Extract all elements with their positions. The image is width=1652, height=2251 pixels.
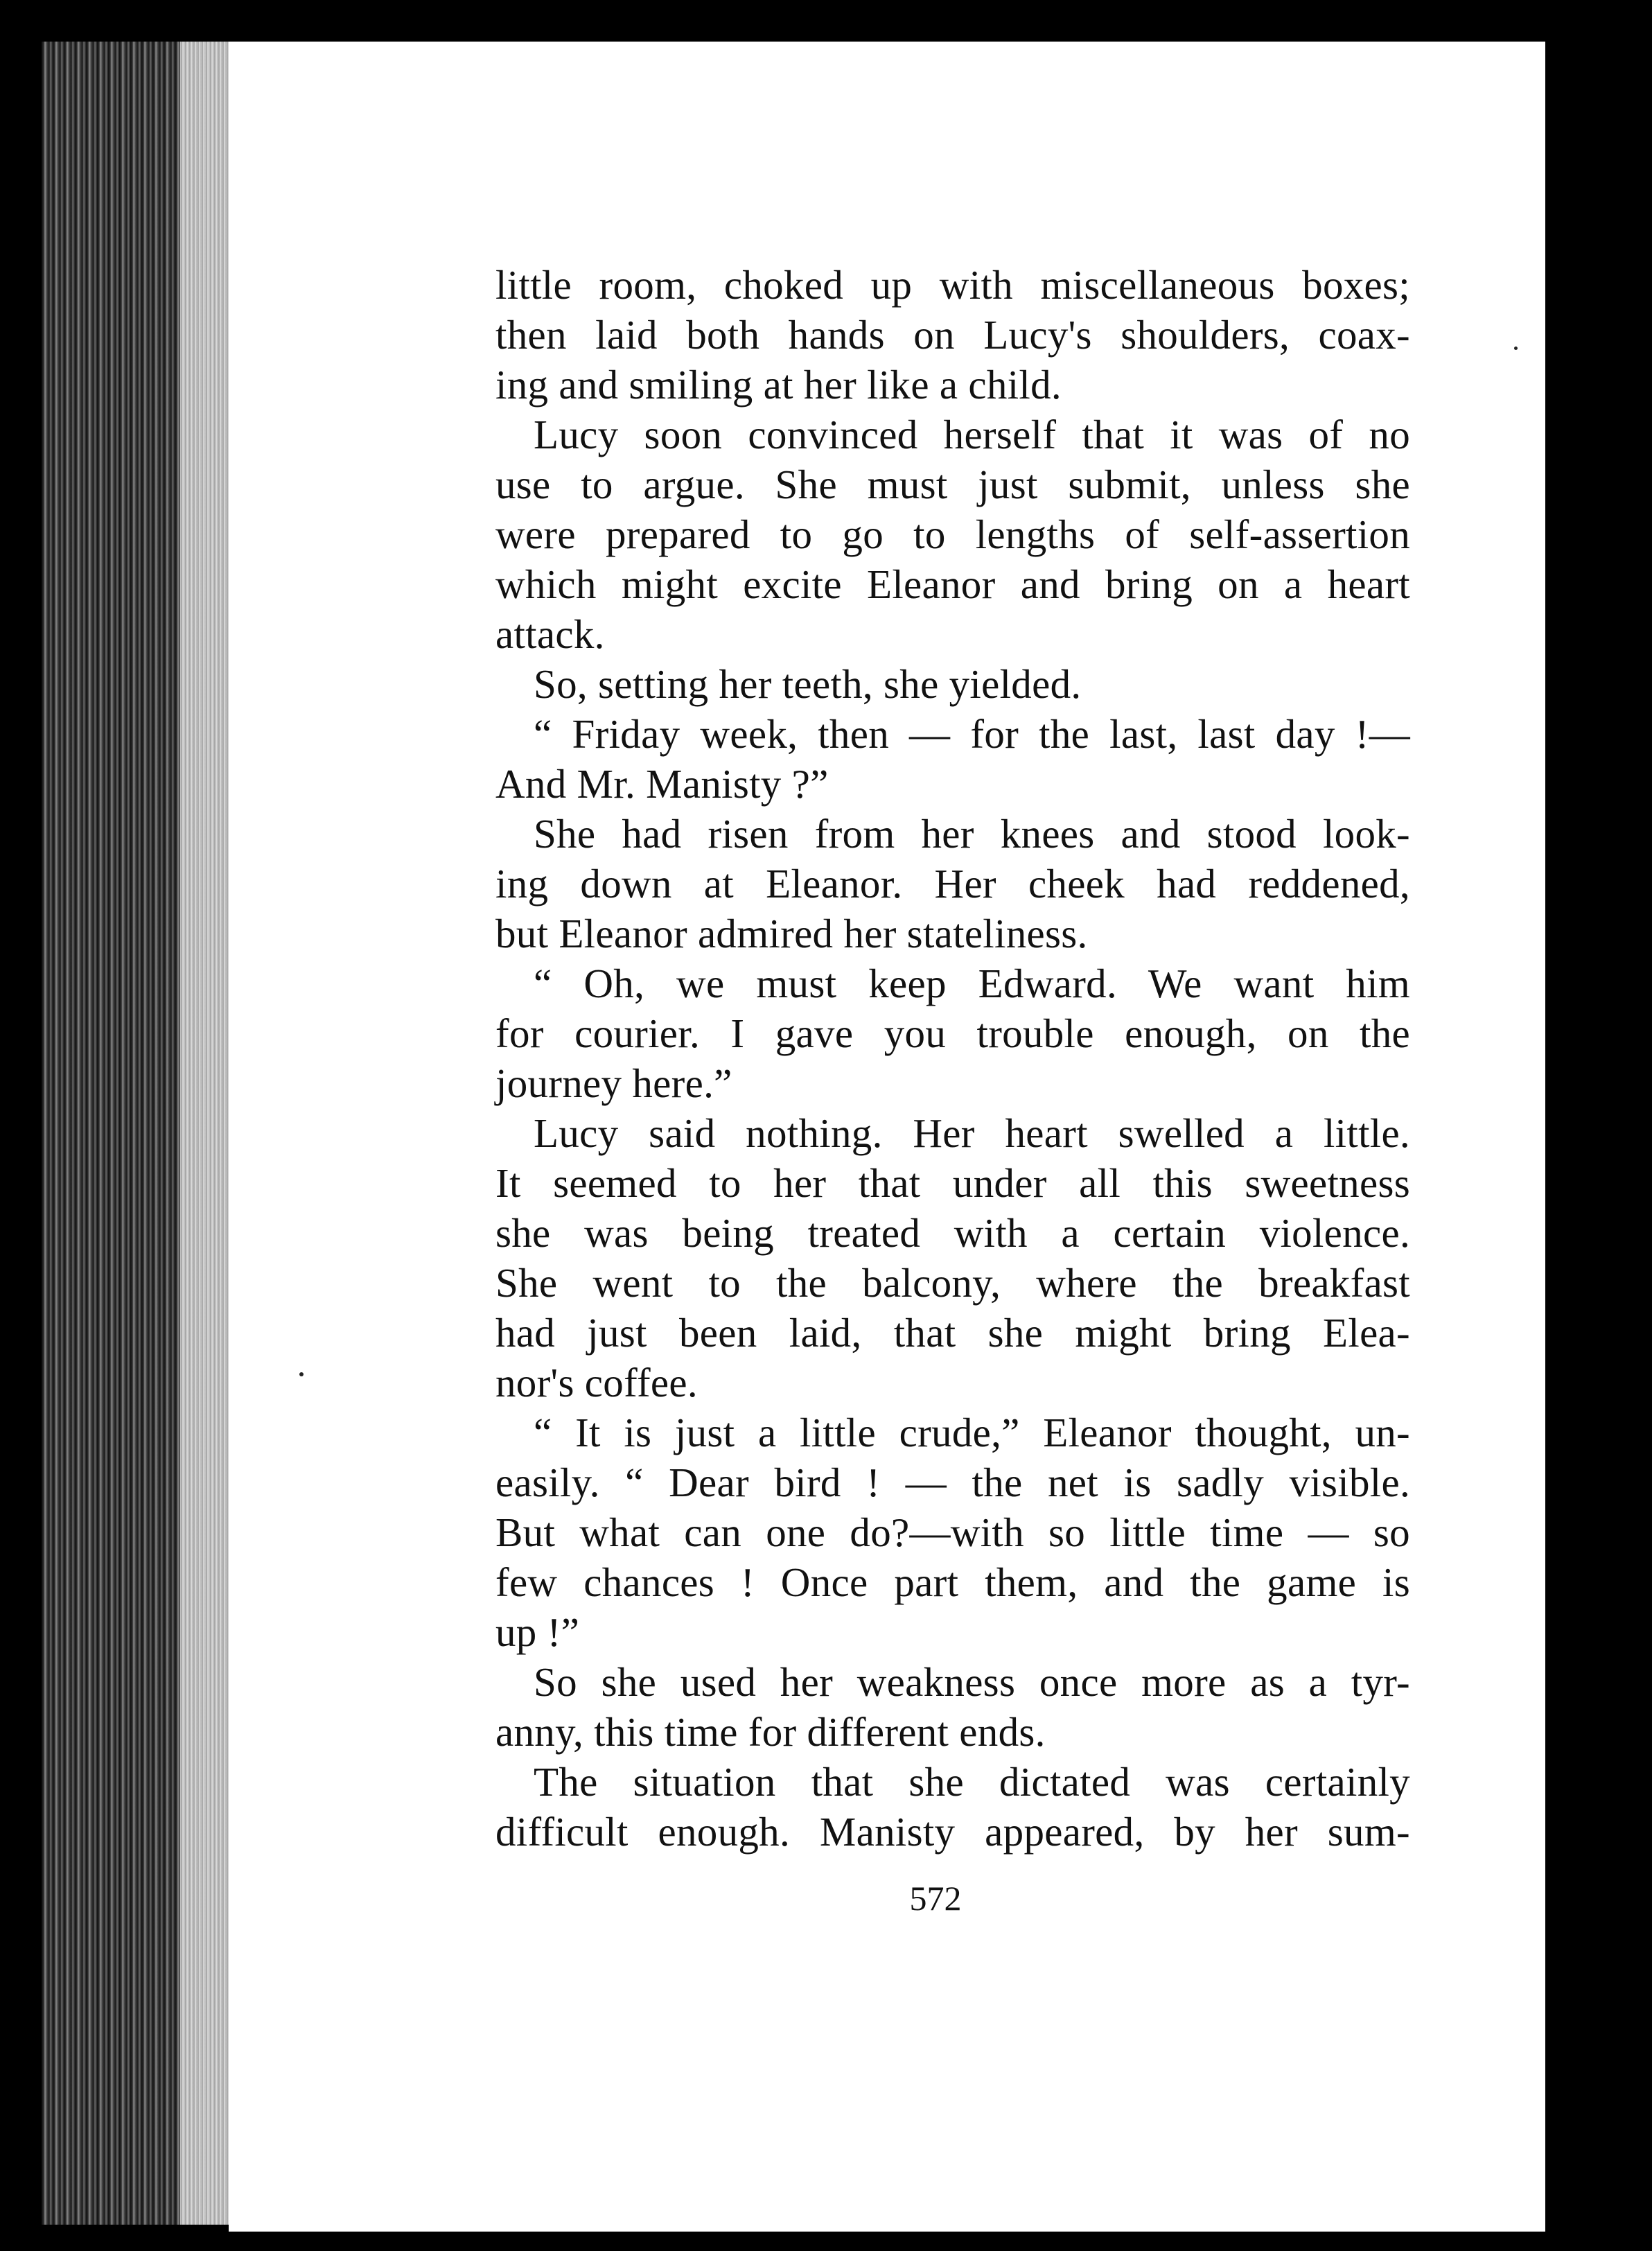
text-line: Lucy said nothing. Her heart swelled a little. [534, 1110, 1410, 1156]
text-line: were prepared to go to lengths of self-assertion [495, 511, 1410, 557]
text-line: attack. [495, 611, 605, 657]
text-line: little room, choked up with miscellaneous boxes; [495, 262, 1410, 308]
dust-speck [299, 1372, 304, 1376]
text-line: difficult enough. Manisty appeared, by her sum- [495, 1809, 1410, 1855]
text-line: journey here.” [495, 1060, 732, 1106]
text-line: anny, this time for different ends. [495, 1709, 1046, 1755]
page-body-text [495, 260, 1410, 1857]
text-line: easily. “ Dear bird ! — the net is sadly visible. [495, 1460, 1410, 1505]
text-line: So, setting her teeth, she yielded. [534, 661, 1082, 707]
text-line: ing down at Eleanor. Her cheek had reddened, [495, 861, 1410, 906]
text-line: It seemed to her that under all this sweetness [495, 1160, 1410, 1206]
text-line: “ Oh, we must keep Edward. We want him [534, 961, 1410, 1006]
text-line: which might excite Eleanor and bring on a heart [495, 561, 1410, 607]
text-line: So she used her weakness once more as a tyr- [534, 1659, 1410, 1705]
dust-speck [1514, 347, 1518, 350]
book-page-edges [42, 42, 229, 2225]
facing-page-edge [1524, 42, 1545, 2232]
scan-border-right [1545, 0, 1652, 2251]
text-line: “ Friday week, then — for the last, last day !— [534, 711, 1410, 757]
text-line: And Mr. Manisty ?” [495, 761, 829, 807]
text-line: use to argue. She must just submit, unless she [495, 462, 1410, 507]
text-line: up !” [495, 1609, 580, 1655]
page-number: 572 [909, 1879, 962, 1918]
text-line: then laid both hands on Lucy's shoulders, coax- [495, 312, 1410, 358]
text-line: She went to the balcony, where the breakfast [495, 1260, 1410, 1306]
text-line: for courier. I gave you trouble enough, on the [495, 1010, 1410, 1056]
text-line: but Eleanor admired her stateliness. [495, 911, 1088, 956]
text-line: ing and smiling at her like a child. [495, 362, 1062, 408]
text-line: Lucy soon convinced herself that it was of no [534, 412, 1410, 457]
text-line: The situation that she dictated was certainly [534, 1759, 1410, 1805]
text-line: nor's coffee. [495, 1360, 698, 1405]
text-line: she was being treated with a certain violence. [495, 1210, 1410, 1256]
text-line: few chances ! Once part them, and the game is [495, 1559, 1410, 1605]
text-line: But what can one do?—with so little time — so [495, 1509, 1410, 1555]
text-line: She had risen from her knees and stood look- [534, 811, 1410, 857]
text-line: had just been laid, that she might bring Elea- [495, 1310, 1410, 1356]
text-line: “ It is just a little crude,” Eleanor thought, un- [534, 1410, 1410, 1455]
